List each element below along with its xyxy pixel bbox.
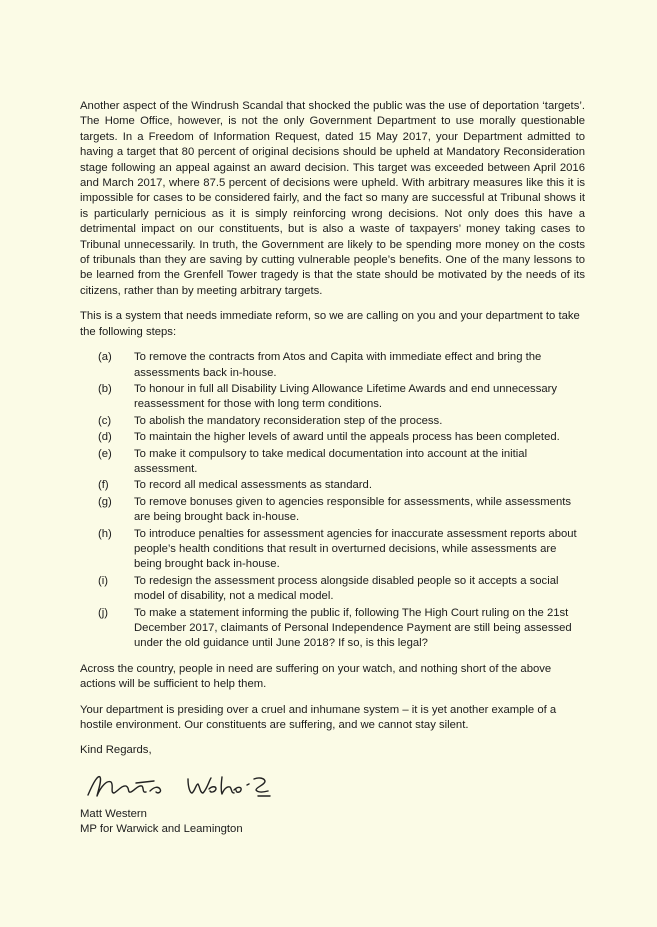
list-item [80,606,585,652]
step-text: To record all medical assessments as standard. [134,479,372,492]
step-marker: (f) [98,479,109,492]
steps-list [80,350,585,652]
step-text: To maintain the higher levels of award until the appeals process has been completed. [134,431,560,444]
step-marker: (g) [98,495,112,508]
step-text: To abolish the mandatory reconsideration step of the process. [134,414,443,427]
paragraph-suffering: Across the country, people in need are suffering on your watch, and nothing short of the above actions will be sufficient to help them. [80,662,552,691]
letter-body [80,99,585,838]
paragraph-hostile-environment: Your department is presiding over a cruel and inhumane system – it is yet another example of a hostile environment. Our constituents are suffering, and we cannot stay silent. [80,703,557,732]
signatory-name: Matt Western [80,807,147,820]
signatory-role: MP for Warwick and Leamington [80,823,243,836]
list-item [80,447,585,478]
list-item [80,382,585,413]
step-marker: (b) [98,382,112,395]
step-text: To remove bonuses given to agencies responsible for assessments, while assessments are being brought back in-house. [134,495,572,524]
step-text: To remove the contracts from Atos and Capita with immediate effect and bring the assessments back in-house. [134,351,542,379]
step-marker: (e) [98,447,112,460]
step-marker: (c) [98,414,112,427]
step-text: To make a statement informing the public if, following The High Court ruling on the 21st December 2017, claimants of Personal Independence Payment are still being assessed under the old guidance until June 2018? If so, is this legal? [134,606,572,650]
step-marker: (h) [98,527,112,540]
step-text: To honour in full all Disability Living Allowance Lifetime Awards and end unnecessary reassessment for those with long term conditions. [134,382,558,411]
step-marker: (i) [98,574,109,587]
handwritten-signature [84,769,294,803]
list-item [80,574,585,605]
paragraph-call-to-action: This is a system that needs immediate reform, so we are calling on you and your department to take the following steps: [80,310,580,338]
signature-text: Matt Western [84,768,90,770]
list-item [80,414,585,429]
step-marker: (j) [98,606,109,619]
step-marker: (a) [98,351,112,364]
list-item [80,350,585,381]
step-text: To introduce penalties for assessment agencies for inaccurate assessment reports about people’s health conditions that result in overturned decisions, while assessments are being brought back in-house. [134,527,577,571]
step-text: To redesign the assessment process alongside disabled people so it accepts a social model of disability, not a medical model. [134,574,559,603]
list-item [80,495,585,526]
step-marker: (d) [98,431,112,444]
salutation: Kind Regards, [80,744,152,757]
list-item [80,478,585,493]
list-item [80,527,585,573]
step-text: To make it compulsory to take medical documentation into account at the initial assessment. [134,447,528,475]
paragraph-targets: Another aspect of the Windrush Scandal that shocked the public was the use of deportation ‘targets’. The Home Office, however, is not the only Government Department to use morally questionable targets. In a Freedom of Information Request, dated 15 May 2017, your Department admitted to having a target that 80 percent of original decisions should be upheld at Mandatory Reconsideration stage following an appeal against an award decision. This target was exceeded between April 2016 and March 2017, where 87.5 percent of decisions were upheld. With arbitrary measures like this it is impossible for cases to be considered fairly, and the fact so many are successful at Tribunal shows it is particularly pernicious as it is simply reinforcing wrong decisions. Not only does this have a detrimental impact on our constituents, but is also a waste of taxpayers’ money taking cases to Tribunal unnecessarily. In truth, the Government are likely to be spending more money on the costs of tribunals than they are saving by cutting vulnerable people’s benefits. One of the many lessons to be learned from the Grenfell Tower tragedy is that the state should be motivated by the needs of its citizens, rather than by meeting arbitrary targets. [80,100,585,297]
list-item [80,430,585,445]
